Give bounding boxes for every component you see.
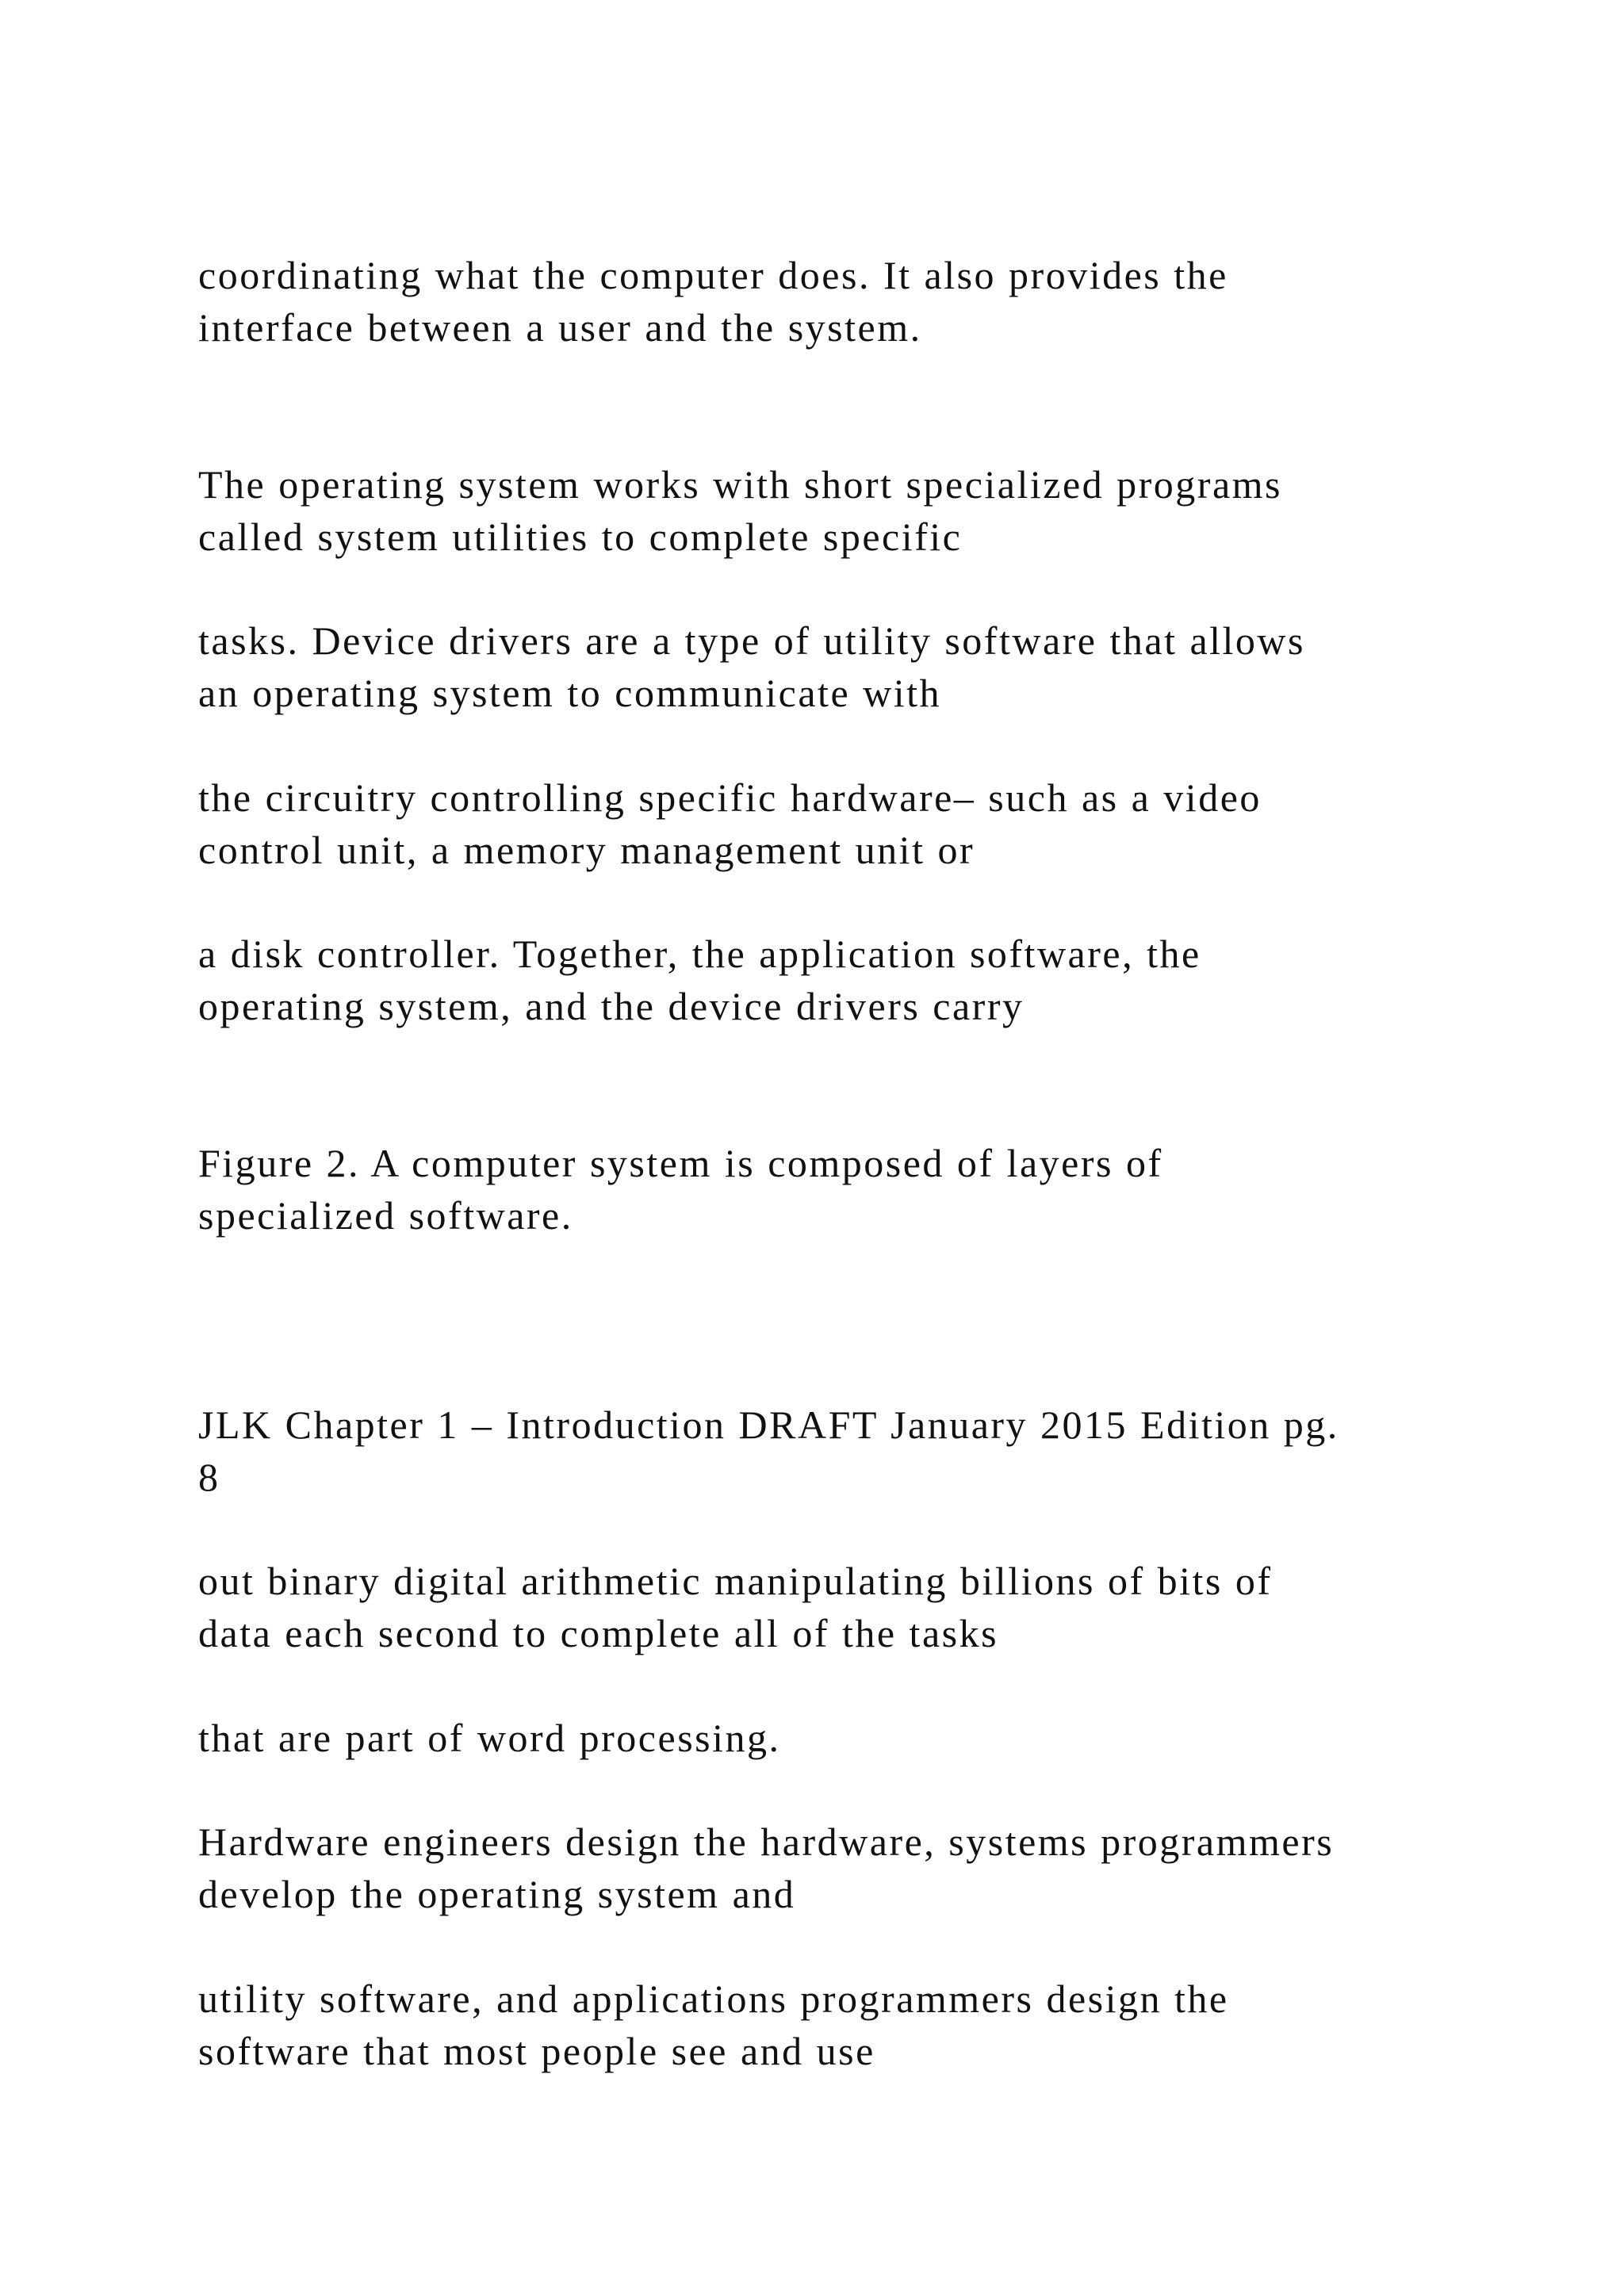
- paragraph-line: data each second to complete all of the tasks: [198, 1611, 999, 1655]
- paragraph-line: coordinating what the computer does. It also provides the: [198, 253, 1228, 297]
- paragraph-line: Hardware engineers design the hardware, systems programmers: [198, 1820, 1335, 1864]
- figure-caption-line: specialized software.: [198, 1193, 573, 1238]
- paragraph-line: a disk controller. Together, the application software, the: [198, 932, 1201, 976]
- paragraph-line: The operating system works with short specialized programs: [198, 462, 1282, 507]
- paragraph-line: called system utilities to complete specific: [198, 515, 963, 559]
- paragraph-line: an operating system to communicate with: [198, 671, 942, 715]
- paragraph-line: out binary digital arithmetic manipulating billions of bits of: [198, 1559, 1273, 1603]
- paragraph-line: the circuitry controlling specific hardware– such as a video: [198, 775, 1262, 820]
- paragraph-line: software that most people see and use: [198, 2029, 875, 2073]
- page-footer-line: JLK Chapter 1 – Introduction DRAFT January 2015 Edition pg.: [198, 1402, 1339, 1447]
- page-footer-line: 8: [198, 1455, 220, 1499]
- paragraph-line: that are part of word processing.: [198, 1716, 781, 1760]
- paragraph-line: operating system, and the device drivers carry: [198, 984, 1025, 1028]
- paragraph-line: control unit, a memory management unit or: [198, 828, 975, 872]
- paragraph-line: utility software, and applications programmers design the: [198, 1976, 1229, 2021]
- paragraph-line: interface between a user and the system.: [198, 305, 922, 350]
- paragraph-line: tasks. Device drivers are a type of utility software that allows: [198, 618, 1306, 663]
- figure-caption-line: Figure 2. A computer system is composed of layers of: [198, 1141, 1163, 1185]
- paragraph-line: develop the operating system and: [198, 1872, 796, 1916]
